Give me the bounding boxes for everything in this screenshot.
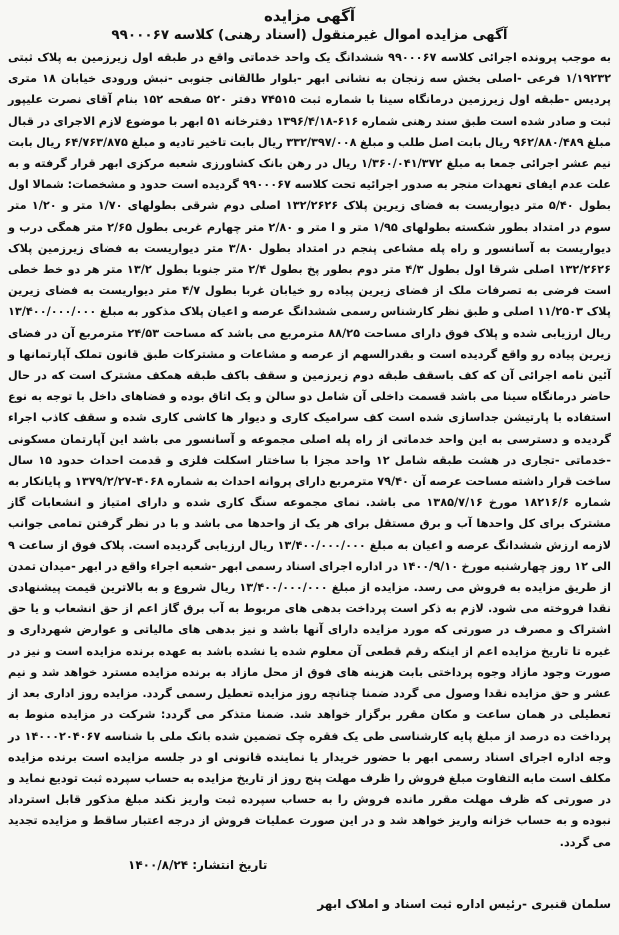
notice-footer xyxy=(8,855,611,915)
notice-title: آگهی مزایده xyxy=(263,7,356,25)
notice-subtitle: آگهی مزایده اموال غیرمنقول (اسناد رهنی) کلاسه ۹۹۰۰۰۶۷ xyxy=(111,27,508,43)
notice-body: به موجب پرونده اجرائی کلاسه ۹۹۰۰۰۶۷ ششدانگ یک واحد خدماتی واقع در طبقه اول زیرزمین به پلاک ثبتی ۱/۱۹۲۳۲ فرعی -اصلی بخش سه زنجان به نشانی ابهر -بلوار طالقانی جنوبی -نبش ورودی خیابان ۱۸ متری پردیس -طبقه اول زیرزمین درمانگاه سینا با شماره ثبت ۷۴۵۱۵ دفتر ۵۲۰ صفحه ۱۵۲ بنام آقای نصرت علیپور ثبت و صادر شده است طبق سند رهنی شماره ۶۱۶-۱۳۹۶/۴/۱۸ دفترخانه ۵۱ ابهر با موضوع لازم الاجرای در قبال مبلغ ۹۶۲/۸۸۰/۴۸۹ ریال بابت اصل طلب و مبلغ ۳۳۲/۳۹۷/۰۰۸ ریال بابت تاخیر تادیه و مبلغ ۶۴/۷۶۳/۸۷۵ ریال بابت نیم عشر اجرائی جمعا به مبلغ ۱/۳۶۰/۰۴۱/۳۷۲ ریال در رهن بانک کشاورزی شعبه مرکزی ابهر قرار گرفته و به علت عدم ایفای تعهدات منجر به صدور اجرائیه تحت کلاسه ۹۹۰۰۰۶۷ گردیده است حدود و مشخصات: شمالا اول بطول ۵/۴۰ متر دیواریست به فضای زیرین پلاک ۱۳۲/۲۶۲۶ اصلی دوم شرقی بطولهای ۱/۷۰ متر و ۱/۲۰ متر سوم در امتداد بطور شکسته بطولهای ۱/۹۵ متر و ا متر و ۲/۸۰ متر چهارم غربی بطول ۲/۶۵ متر همگی درب و دیواریست به آسانسور و راه پله مشاعی پنجم در امتداد بطول ۳/۸۰ متر دیواریست به فضای زیرزمین پلاک ۱۳۲/۲۶۲۶ اصلی شرقا اول بطول ۴/۳ متر دوم بطور پخ بطول ۲/۴ متر جنوبا بطول ۱۳/۲ متر هر دو خط خطی است فرضی به تصرفات ملک از فضای زیرین پیاده رو خیابان غربا بطول ۴/۷ متر دیواریست به فضای زیرین پلاک ۱۱/۲۵۰۳ اصلی و طبق نظر کارشناس رسمی ششدانگ عرصه و اعیان پلاک مذکور به مبلغ ۱۳/۴۰۰/۰۰۰/۰۰۰ ریال ارزیابی شده و پلاک فوق دارای مساحت ۸۸/۲۵ مترمربع می باشد که مساحت ۲۴/۵۳ مترمربع آن در فضای زیرین پیاده رو واقع گردیده است و بقدرالسهم از عرصه و مشاعات و مشترکات طبق قانون تملک آپارتمانها و آئین نامه اجرائی آن که کف باسقف طبقه دوم زیرزمین و سقف باکف طبقه همکف مشترک است که در حال حاضر درمانگاه سینا می باشد قسمت داخلی آن شامل دو سالن و یک اتاق بوده و فضاهای داخل با توجه به نوع استفاده با پارتیشن جداسازی شده است کف سرامیک کاری و دیوار ها کاشی کاری شده و سقف کاذب اجراء گردیده و دسترسی به این واحد خدماتی از راه پله اصلی مجموعه و آسانسور می باشد این آپارتمان مسکونی -خدماتی -تجاری در هشت طبقه شامل ۱۲ واحد مجزا با ساختار اسکلت فلزی و قدمت احداث حدود ۱۵ سال ساخت قرار داشته مساحت عرصه آن ۷۹/۴۰ مترمربع دارای پروانه احداث به شماره ۴۰۶۸-۱۳۷۹/۲/۲۷ و پایانکار به شماره ۱۸۲۱۶/۶ مورخ ۱۳۸۵/۷/۱۶ می باشد. نمای مجموعه سنگ کاری شده و دارای امتیاز و انشعابات گاز مشترک برای کل واحدها آب و برق مستقل برای هر یک از واحدها می باشد و با در نظر گرفتن تمامی جوانب لازمه ارزش ششدانگ عرصه و اعیان به مبلغ ۱۳/۴۰۰/۰۰۰/۰۰۰ ریال ارزیابی گردیده است. پلاک فوق از ساعت ۹ الی ۱۲ روز چهارشنبه مورخ ۱۴۰۰/۹/۱۰ در اداره اجرای اسناد رسمی ابهر -شعبه اجراء واقع در ابهر -میدان تمدن از طریق مزایده به فروش می رسد. مزایده از مبلغ ۱۳/۴۰۰/۰۰۰/۰۰۰ ریال شروع و به بالاترین قیمت پیشنهادی نقدا فروخته می شود. لازم به ذکر است پرداخت بدهی های مربوط به آب برق گاز اعم از حق انشعاب و یا حق اشتراک و مصرف در صورتی که مورد مزایده دارای آنها باشد و نیز بدهی های مالیاتی و عوارض شهرداری و غیره تا تاریخ مزایده اعم از اینکه رقم قطعی آن معلوم شده یا نشده باشد به عهده برنده مزایده است و نیز در صورت وجود مازاد وجوه پرداختی بابت هزینه های فوق از محل مازاد به برنده مزایده مسترد خواهد شد و نیم عشر و حق مزایده نقدا وصول می گردد ضمنا چنانچه روز مزایده تعطیل رسمی گردد. مزایده روز اداری بعد از تعطیلی در همان ساعت و مکان مقرر برگزار خواهد شد. ضمنا متذکر می گردد: شرکت در مزایده منوط به پرداخت ده درصد از مبلغ پایه کارشناسی طی یک فقره چک تضمین شده بانک ملی با شناسه ۱۴۰۰۰۲۰۴۰۶۷ در وجه اداره اجرای اسناد رسمی ابهر با حضور خریدار یا نماینده قانونی او در جلسه مزایده است برنده مزایده مکلف است مابه التفاوت مبلغ فروش را ظرف مهلت پنج روز از تاریخ مزایده به حساب سپرده ثبت تودیع نماید و در صورتی که ظرف مهلت مقرر مانده فروش را به حساب سپرده ثبت واریز نکند مبلغ مذکور قابل استرداد نبوده و به حساب خزانه واریز خواهد شد و در این صورت عملیات فروش از درجه اعتبار ساقط و مزایده تجدید می گردد. xyxy=(8,51,612,849)
publish-date: تاریخ انتشار: ۱۴۰۰/۸/۲۴ xyxy=(128,857,268,872)
signature: سلمان قنبری -رئیس اداره ثبت اسناد و املاک ابهر xyxy=(317,896,611,911)
